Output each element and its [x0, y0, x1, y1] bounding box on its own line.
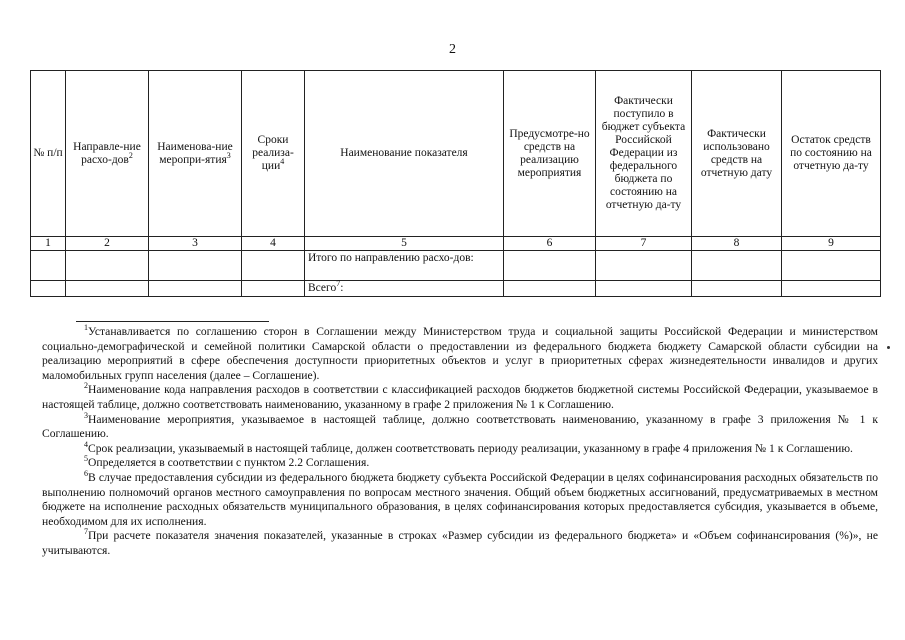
table-cell — [149, 251, 242, 281]
header-cell: Предусмотре-но средств на реализацию мероприятия — [504, 71, 596, 237]
table-cell — [596, 281, 692, 297]
header-row — [31, 71, 881, 237]
table-cell — [692, 281, 782, 297]
header-cell: Остаток средств по состоянию на отчетную да-ту — [782, 71, 881, 237]
table-cell — [504, 281, 596, 297]
table-cell — [66, 281, 149, 297]
total-direction-label: Итого по направлению расхо-дов: — [305, 251, 504, 281]
column-number: 8 — [692, 237, 782, 251]
footnote: $^5$Определяется в соответствии с пунктом 2.2 Соглашения. — [84, 454, 370, 470]
table-cell — [31, 281, 66, 297]
column-number: 7 — [596, 237, 692, 251]
table-cell — [31, 251, 66, 281]
grand-total-label: Всего$^7$: — [305, 281, 504, 297]
footnote: $^3$Наименование мероприятия, указываемое в настоящей таблице, должно соответствовать наименованию, указанному в графе 3 приложения № 1 к Соглашению. — [42, 410, 878, 441]
table-cell — [242, 251, 305, 281]
report-table — [30, 70, 881, 297]
page-number: 2 — [449, 42, 456, 57]
footnote-separator — [76, 321, 269, 322]
footnote: $^1$Устанавливается по соглашению сторон в Соглашении между Министерством труда и социальной защиты Российской Федерации и министерством социально-демографической и семейной политики Самарской области о предоставлении из федерального бюджета бюджету Самарской области субсидии на реализацию мероприятий в сфере обеспечения доступности приоритетных объектов и услуг в приоритетных сферах жизнедеятельности инвалидов и других маломобильных групп населения (далее – Соглашение). — [42, 323, 878, 382]
header-cell: Сроки реализа-ции$^4$ — [242, 71, 305, 237]
table-cell — [692, 251, 782, 281]
table-cell — [149, 281, 242, 297]
column-number: 6 — [504, 237, 596, 251]
header-cell: Наименова-ние меропри-ятия$^3$ — [149, 71, 242, 237]
header-cell: Фактически поступило в бюджет субъекта Российской Федерации из федерального бюджета по состоянию на отчетную да-ту — [596, 71, 692, 237]
table-row — [31, 281, 881, 297]
column-number: 5 — [305, 237, 504, 251]
table-cell — [66, 251, 149, 281]
column-number-row — [31, 237, 881, 251]
footnote: $^2$Наименование кода направления расходов в соответствии с классификацией расходов бюджетов бюджетной системы Российской Федерации, указываемое в настоящей таблице, должно соответствовать наименованию, указанному в графе 2 приложения № 1 к Соглашению. — [42, 381, 878, 411]
column-number: 1 — [31, 237, 66, 251]
header-cell: Направле-ние расхо-дов$^2$ — [66, 71, 149, 237]
column-number: 2 — [66, 237, 149, 251]
table-cell — [504, 251, 596, 281]
footnote: $^4$Срок реализации, указываемый в настоящей таблице, должен соответствовать периоду реализации, указанному в графе 4 приложения № 1 к Соглашению. — [84, 439, 853, 455]
column-number: 3 — [149, 237, 242, 251]
footnote: $^6$В случае предоставления субсидии из федерального бюджета бюджету субъекта Российской Федерации в целях софинансирования расходных обязательств по выполнению полномочий органов местного самоуправления по вопросам местного значения. Общий объем бюджетных ассигнований, предусматриваемых в местном бюджете на исполнение расходных обязательств муниципального образования, в целях софинансирования которых предоставляется субсидия, указывается в объеме, необходимом для их исполнения. — [42, 469, 878, 528]
column-number: 4 — [242, 237, 305, 251]
footnote: $^7$При расчете показателя значения показателей, указанные в строках «Размер субсидии из федерального бюджета» и «Объем софинансирования (%)», не учитываются. — [42, 527, 878, 557]
table-cell — [782, 281, 881, 297]
column-number: 9 — [782, 237, 881, 251]
footnotes — [42, 325, 878, 559]
header-cell: Наименование показателя — [305, 71, 504, 237]
header-cell: Фактически использовано средств на отчетную дату — [692, 71, 782, 237]
table-row — [31, 251, 881, 281]
table-cell — [242, 281, 305, 297]
table-cell — [596, 251, 692, 281]
header-cell: № п/п — [31, 71, 66, 237]
table-cell — [782, 251, 881, 281]
scan-speck — [887, 346, 890, 349]
